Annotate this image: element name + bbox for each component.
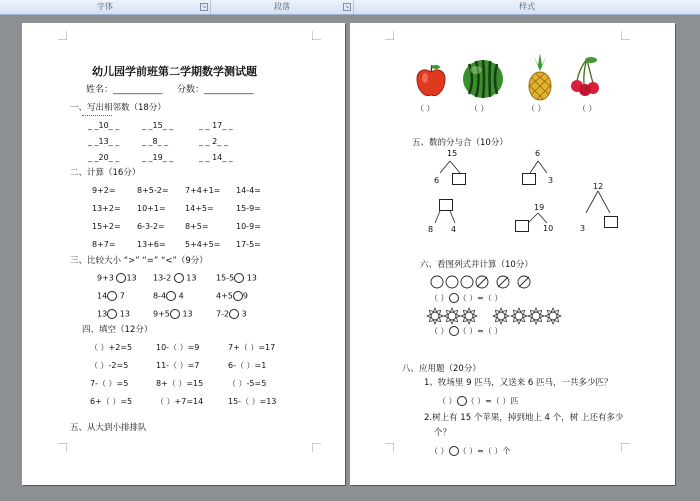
question-item: 8+（ ）=15 <box>156 379 204 388</box>
question-item: 14+5= <box>185 204 214 213</box>
answer-blank[interactable]: （ ） <box>458 293 478 303</box>
answer-circle[interactable] <box>449 446 459 456</box>
question-item: 7-2 3 <box>216 309 247 319</box>
question-item: 7+4+1= <box>185 186 221 195</box>
question-item: 9+2= <box>92 186 116 195</box>
question-item: 13+2= <box>92 204 121 213</box>
section-title: 四、填空（12分） <box>82 325 153 335</box>
equation-row <box>430 293 502 304</box>
answer-blank[interactable]: （ ） <box>438 396 457 406</box>
question-item: 8+7= <box>92 240 116 249</box>
question-item: 8+5-2= <box>137 186 169 195</box>
document-page-right <box>350 23 675 485</box>
answer-blank[interactable]: （ ） <box>430 446 449 456</box>
dialog-launcher-icon[interactable]: ↘ <box>344 4 350 10</box>
answer-circle[interactable] <box>170 309 180 319</box>
ribbon-group-paragraph[interactable] <box>211 0 354 14</box>
bond-number: 4 <box>451 225 457 234</box>
question-item: 6-3-2= <box>137 222 165 231</box>
question-item: _ _13_ _ <box>88 137 120 146</box>
dialog-launcher-icon[interactable]: ↘ <box>201 4 207 10</box>
question-item: 8-4 4 <box>153 291 184 301</box>
question-item: 15-9= <box>236 204 261 213</box>
answer-circle[interactable] <box>229 309 239 319</box>
answer-blank[interactable]: =（ ） <box>477 293 503 303</box>
bond-number: 15 <box>447 149 458 158</box>
answer-blank[interactable]: （ ） <box>430 326 449 336</box>
question-item: 10+1= <box>137 204 166 213</box>
question-item: _ _19_ _ <box>142 153 174 162</box>
question-item: 9+3 13 <box>97 273 137 283</box>
score-field-label: 分数：___________ <box>177 85 254 95</box>
question-item: 11-（ ）=7 <box>156 361 200 370</box>
question-item: _ _8_ _ <box>142 137 169 146</box>
ribbon-label-paragraph: 段落 <box>274 2 290 11</box>
question-item: 5+4+5= <box>185 240 221 249</box>
answer-box[interactable] <box>515 220 529 232</box>
section-title: 五、从大到小排排队 <box>70 423 147 433</box>
section-title: 五、数的分与合（10分） <box>412 138 508 148</box>
answer-circle[interactable] <box>457 396 467 406</box>
question-item: 10-9= <box>236 222 261 231</box>
unit-label: 匹 <box>510 396 519 406</box>
question-item: 13+6= <box>137 240 166 249</box>
bond-number: 3 <box>580 224 586 233</box>
crop-mark-icon <box>312 443 321 452</box>
answer-blank[interactable]: （ ） <box>466 396 486 406</box>
page-title: 幼儿园学前班第二学期数学测试题 <box>92 65 257 78</box>
crop-mark-icon <box>621 443 630 452</box>
word-problem-2: 2.树上有 15 个苹果，掉到地上 4 个，树 上还有多少 <box>424 413 624 423</box>
fruit-answer-blank[interactable]: （ ） <box>527 104 546 113</box>
fruit-answer-blank[interactable]: （ ） <box>470 104 489 113</box>
answer-blank[interactable]: （ ） <box>458 326 478 336</box>
question-item: （ ）+2=5 <box>90 343 133 352</box>
question-item: _ _15_ _ <box>142 121 174 130</box>
answer-box[interactable] <box>439 199 453 211</box>
crop-mark-icon <box>58 31 67 40</box>
word-problem-2-cont: 个？ <box>434 428 452 438</box>
answer-blank[interactable]: （ ） <box>430 293 449 303</box>
bond-number: 8 <box>428 225 434 234</box>
answer-circle[interactable] <box>174 273 184 283</box>
question-item: （ ）-2=5 <box>90 361 129 370</box>
question-item: 9+5 13 <box>153 309 193 319</box>
question-item: （ ）-5=5 <box>228 379 267 388</box>
answer-circle[interactable] <box>449 326 459 336</box>
name-field-label: 姓名：___________ <box>86 85 163 95</box>
bond-number: 3 <box>548 176 554 185</box>
answer-circle[interactable] <box>116 273 126 283</box>
question-item: _ _ 14_ _ <box>199 153 233 162</box>
answer-circle[interactable] <box>449 293 459 303</box>
crop-mark-icon <box>385 31 394 40</box>
bond-number: 6 <box>434 176 440 185</box>
ribbon-label-styles: 样式 <box>519 2 535 11</box>
spellcheck-underline <box>82 113 112 116</box>
answer-box[interactable] <box>452 173 466 185</box>
circle-picture-row <box>430 274 550 290</box>
answer-box[interactable] <box>604 216 618 228</box>
question-item: _ _ 17_ _ <box>199 121 233 130</box>
question-item: 14-4= <box>236 186 261 195</box>
question-item: 7+（ ）=17 <box>228 343 276 352</box>
bond-number: 12 <box>593 182 604 191</box>
answer-circle[interactable] <box>107 291 117 301</box>
bond-number: 6 <box>535 149 541 158</box>
question-item: 7-（ ）=5 <box>90 379 129 388</box>
question-item: 15+2= <box>92 222 121 231</box>
pineapple-icon <box>525 53 555 101</box>
question-item: 14 7 <box>97 291 125 301</box>
answer-blank[interactable]: =（ ） <box>485 396 511 406</box>
answer-circle[interactable] <box>166 291 176 301</box>
watermelon-icon <box>461 58 505 100</box>
bond-number: 19 <box>534 203 545 212</box>
fruit-answer-blank[interactable]: （ ） <box>416 104 435 113</box>
sun-picture-row <box>426 306 566 326</box>
ribbon-group-styles[interactable] <box>354 0 700 14</box>
question-item: 13 13 <box>97 309 130 319</box>
section-title: 二、计算（16分） <box>70 168 141 178</box>
question-item: 17-5= <box>236 240 261 249</box>
crop-mark-icon <box>58 443 67 452</box>
question-item: 15-（ ）=13 <box>228 397 277 406</box>
answer-circle[interactable] <box>107 309 117 319</box>
crop-mark-icon <box>385 443 394 452</box>
ribbon-bar <box>0 0 700 15</box>
equation-row <box>430 326 502 337</box>
question-item: 15-5 13 <box>216 273 257 283</box>
question-item: 6-（ ）=1 <box>228 361 267 370</box>
word-problem-1: 1、牧场里 9 匹马，又送来 6 匹马，一共多少匹？ <box>424 378 613 388</box>
answer-circle[interactable] <box>233 291 243 301</box>
crop-mark-icon <box>621 31 630 40</box>
ribbon-group-font[interactable] <box>0 0 211 14</box>
crop-mark-icon <box>312 31 321 40</box>
answer-blank[interactable]: （ ） <box>458 446 478 456</box>
answer-blank[interactable]: =（ ） <box>477 446 503 456</box>
equation-row <box>430 446 510 457</box>
question-item: 4+5 9 <box>216 291 248 301</box>
number-bond-diagram <box>350 151 675 261</box>
question-item: _ _20_ _ <box>88 153 120 162</box>
question-item: 13-2 13 <box>153 273 197 283</box>
unit-label: 个 <box>502 446 511 456</box>
bond-number: 10 <box>543 224 554 233</box>
ribbon-label-font: 字体 <box>97 2 113 11</box>
section-title: 六、看图列式并计算（10分） <box>420 260 533 270</box>
section-title: 八、应用题（20分） <box>402 364 481 374</box>
section-title: 一、写出相邻数（18分） <box>70 103 166 113</box>
answer-blank[interactable]: =（ ） <box>477 326 503 336</box>
section-title: 三、比较大小 “>” “=” “<”（9分） <box>70 256 208 266</box>
answer-circle[interactable] <box>234 273 244 283</box>
apple-icon <box>414 63 448 99</box>
document-page-left <box>22 23 345 485</box>
question-item: （ ）+7=14 <box>156 397 204 406</box>
question-item: 6+（ ）=5 <box>90 397 133 406</box>
cherry-icon <box>569 55 603 97</box>
question-item: 10-（ ）=9 <box>156 343 200 352</box>
fruit-answer-blank[interactable]: （ ） <box>578 104 597 113</box>
question-item: _ _10_ _ <box>88 121 120 130</box>
question-item: _ _ 2_ _ <box>199 137 228 146</box>
answer-box[interactable] <box>522 173 536 185</box>
question-item: 8+5= <box>185 222 209 231</box>
equation-row <box>438 396 518 407</box>
